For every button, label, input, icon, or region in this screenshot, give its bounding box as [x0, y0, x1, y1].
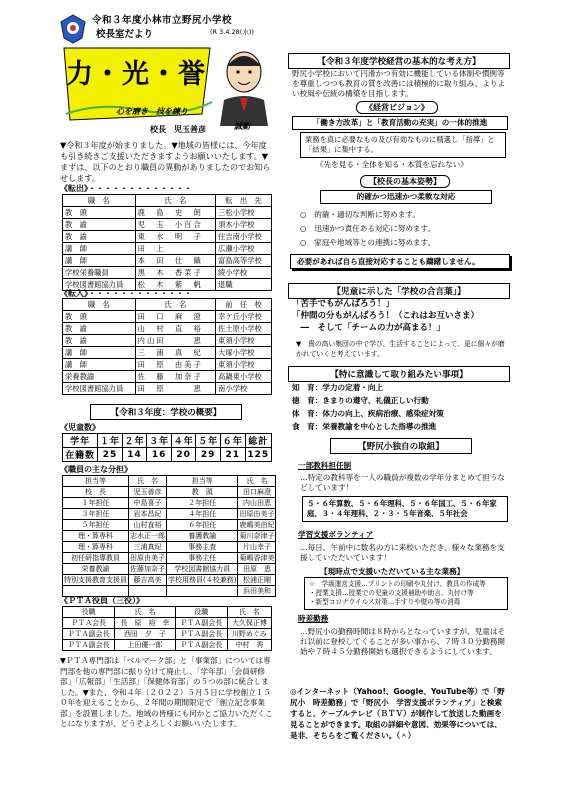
staff-role: 学校図書館協力員 — [63, 279, 136, 291]
member-role: 理・算専科 — [63, 531, 129, 542]
unique-title-1: 一部教科担任制 — [298, 461, 352, 470]
slogan-line: 「仲間の分もがんばろう！（これはお互いさま） — [292, 311, 480, 321]
policy-heading: 【令和３年度学校経営の基本的な考え方】 — [288, 53, 510, 69]
table-row — [63, 219, 272, 231]
transfer-in-label: 《転入》・・・・・・・・・・・・・ — [60, 289, 192, 298]
member-name: 山村直裕 — [129, 520, 167, 531]
duties-label: 《職員の主な分担》 — [60, 465, 132, 474]
member-name: 松浦正剛 — [238, 575, 276, 586]
staff-name: 田 原 由美子 — [135, 359, 215, 371]
unique-box-2-item: ☆ 学級運営支援…プリントの印刷や丸付け、教具の作成等 — [309, 580, 486, 588]
staff-role: 学校栄養職員 — [63, 267, 136, 279]
focus-item: 徳 育：きまりの遵守、礼儀正しい行動 — [292, 396, 429, 405]
unique-box-1: ５・６年算数、５・６年理科、５・６年国工、５・６年家庭、３・４年理科、２・３・５年音楽、５年社会 — [302, 496, 508, 522]
staff-name: 内山田 恵 — [135, 335, 215, 347]
staff-name: 三 浦 真 紀 — [135, 347, 215, 359]
grade-header: ６年 — [220, 434, 245, 448]
issue-date: (R 3.4.28(水)) — [210, 28, 254, 36]
table-row — [63, 231, 272, 243]
table-header-row — [63, 607, 272, 618]
staff-school: 佐土原小学校 — [216, 323, 272, 335]
staff-school: 綾小学校 — [216, 267, 272, 279]
grade-header: ３年 — [147, 434, 172, 448]
vision-title: 《経営ビジョン》 — [356, 101, 438, 114]
staff-name: 本 田 仕 織 — [135, 255, 215, 267]
member-name: 内山田恵 — [238, 498, 276, 509]
member-role: １年担任 — [63, 498, 129, 509]
slogan-line: ― そして「チームの力が高まる！」 — [292, 323, 446, 333]
staff-school: 住吉南小学校 — [216, 231, 272, 243]
staff-school: 須木小学校 — [216, 219, 272, 231]
staff-name: 田 原 恵 — [135, 383, 215, 395]
member-role: 教 頭 — [167, 487, 238, 498]
count-row — [63, 448, 272, 462]
staff-school: 高鍋東小学校 — [216, 371, 272, 383]
member-name: 児玉善彦 — [129, 487, 167, 498]
unique-heading: 【野尻小独自の取組】 — [330, 438, 472, 454]
grade-header: １年 — [98, 434, 123, 448]
table-row — [63, 335, 272, 347]
member-role — [167, 586, 238, 597]
unique-title-2: 学習支援ボランティア — [298, 530, 374, 539]
unique-note-2: 【現時点で支援いただいている主な業務】 — [320, 567, 465, 576]
table-row — [63, 255, 272, 267]
member-role: 事務主任 — [167, 553, 238, 564]
grade-row — [63, 434, 272, 448]
member-name: 田原由美子 — [239, 510, 275, 518]
student-count: 在籍数 — [63, 448, 98, 462]
slogan-heading: 【児童に示した「学校の合言葉」】 — [288, 283, 510, 299]
member-role: ＰＴＡ会長 — [63, 618, 115, 629]
principal-signature: 誠勤 — [234, 122, 250, 131]
table-header-row — [63, 476, 276, 487]
staff-name: 黒 木 香菜子 — [135, 267, 215, 279]
focus-heading: 【特に意識して取り組みたい事項】 — [288, 366, 510, 382]
staff-school: 退職 — [216, 279, 272, 291]
vision-box: 業務を真に必要なもの及び有効なものに精選し「指導」と「結果」に集中する。 — [300, 132, 506, 158]
duties-table — [62, 475, 276, 597]
member-role: 事務主査 — [167, 542, 238, 553]
staff-name: 東 水 明 子 — [135, 231, 215, 243]
vision-motto: 《先を見る・全体を知る・本質を忘れない》 — [316, 160, 468, 169]
staff-role: 栄養教諭 — [63, 371, 136, 383]
member-name: 片山幸子 — [238, 542, 276, 553]
table-row — [63, 243, 272, 255]
column-header: 担当等 — [63, 476, 129, 487]
column-header: 担当等 — [167, 476, 238, 487]
table-row — [63, 383, 272, 395]
student-count-table — [62, 433, 272, 462]
member-role: 初任研指導教員 — [63, 553, 129, 564]
member-role: 学校図書館協力員 — [167, 564, 238, 575]
column-header: 氏 名 — [238, 476, 276, 487]
stance-title: 【校長の基本姿勢】 — [360, 175, 450, 188]
staff-role: 教 頭 — [63, 311, 136, 323]
slogan-line: 「苦手でもがんばろう！」 — [292, 299, 395, 309]
table-row — [63, 564, 276, 575]
newsletter-subtitle: 校長室だより — [96, 29, 154, 40]
school-motto: 力・光・誉 — [66, 59, 206, 90]
column-header: 転 出 先 — [216, 195, 272, 207]
staff-school: 富島高等学校 — [216, 255, 272, 267]
member-name: 三浦真紀 — [129, 542, 167, 553]
table-row — [63, 531, 276, 542]
student-count: 20 — [171, 448, 196, 462]
member-role: 理・算専科 — [63, 542, 129, 553]
staff-name: 佐 藤 加奈子 — [135, 371, 215, 383]
transfer-in-table — [62, 298, 272, 395]
member-name: 菊川奈津子 — [239, 532, 275, 540]
staff-role: 教 諭 — [63, 335, 136, 347]
member-name: 岩本昌紀 — [129, 509, 167, 520]
table-header-row — [63, 195, 272, 207]
member-name: 鹿嶋美由紀 — [239, 521, 275, 529]
stance-item: ○ 迅速かつ責任ある対応に努めます。 — [300, 224, 436, 233]
principal-name: 校長 児玉善彦 — [150, 125, 206, 134]
staff-school: 東須小学校 — [216, 335, 272, 347]
transfer-out-label: 《転出》・・・・・・・・・・・・・ — [60, 184, 192, 193]
stance-item: ○ 家庭や地域等との連携に努めます。 — [300, 238, 436, 247]
student-count: 25 — [98, 448, 123, 462]
column-header: 氏 名 — [135, 195, 215, 207]
column-header: 氏 名 — [129, 476, 167, 487]
policy-text: 野尻小学校において円滑かつ有効に機能している体制や慣例等を尊重しつつも教育の質を改善には積極的に取り組み、よりよい校風や伝統の構築を目指します。 — [292, 69, 506, 98]
grade-header: ４年 — [171, 434, 196, 448]
pta-note: ▼ＰＴＡ専門部は「ベルマーク部」と「事業部」については専門部を他の専門部に振り分けて廃止し、「学年部」「会員研修部」「広報部」「生活部」「保健体育部」の５つの部に統合しました。▼また、令和４年（２０２２）５月５日に学校創立１５０年を迎えることから、２年間の期間限定で「創立記念事業部」を設置しました。地域の皆様にも何かとご協力いただくことになりますが、どうぞよろしくお願いいたします。 — [60, 656, 273, 728]
member-role: 養護教諭 — [167, 531, 238, 542]
focus-item: 食 育：栄養教諭を中心とした指導の推進 — [292, 422, 437, 431]
school-emblem-icon — [60, 14, 86, 44]
member-name: 西田 夕 子 — [115, 629, 175, 640]
staff-role: 講 師 — [63, 347, 136, 359]
table-row — [63, 575, 276, 586]
table-row — [63, 311, 272, 323]
student-count: 125 — [245, 448, 272, 462]
staff-school: 広瀬小学校 — [216, 243, 272, 255]
table-row — [63, 371, 272, 383]
table-row — [63, 347, 272, 359]
member-role: ６年担任 — [167, 520, 238, 531]
member-role: ＰＴＡ副会長 — [175, 640, 227, 651]
grade-header: ２年 — [122, 434, 147, 448]
staff-role: 教 諭 — [63, 231, 136, 243]
grade-header: 総計 — [245, 434, 272, 448]
column-header: 氏 名 — [227, 607, 271, 618]
staff-role: 教 諭 — [63, 219, 136, 231]
table-header-row — [63, 299, 272, 311]
stance-item: ○ 的確・適切な判断に努めます。 — [300, 210, 420, 219]
member-role: 特別支援教育支援員 — [64, 576, 127, 584]
staff-school: 東須小学校 — [216, 359, 272, 371]
table-row — [63, 498, 276, 509]
staff-role: 講 師 — [63, 255, 136, 267]
staff-name: 児 玉 小百合 — [135, 219, 215, 231]
pta-table — [62, 606, 272, 651]
vision-line: 「働き方改革」と「教育活動の充実」の一体的推進 — [292, 116, 508, 130]
staff-school: 南小学校 — [216, 383, 272, 395]
overview-heading: 【令和３年度：学校の概要】 — [90, 404, 242, 420]
table-row — [63, 618, 272, 629]
member-role: 栄養教諭 — [63, 564, 129, 575]
focus-item: 知 育：学力の定着・向上 — [292, 383, 384, 392]
member-role: ＰＴＡ副会長 — [63, 629, 115, 640]
pta-label: 《ＰＴＡ役員（三役）》 — [60, 596, 144, 605]
staff-school: 幸ケ丘小学校 — [216, 311, 272, 323]
column-header: 前 任 校 — [216, 299, 272, 311]
member-role: ２年担任 — [167, 498, 238, 509]
member-role: ４年担任 — [167, 509, 238, 520]
staff-role: 学校図書館協力員 — [63, 383, 136, 395]
table-row — [63, 509, 276, 520]
member-name: 田口麻澄 — [238, 487, 276, 498]
member-role: ＰＴＡ副会長 — [175, 618, 227, 629]
member-name: 浜田美和 — [238, 586, 276, 597]
stance-line: 的確かつ迅速かつ柔軟な対応 — [320, 190, 492, 204]
student-count: 16 — [147, 448, 172, 462]
transfer-out-table — [62, 194, 272, 291]
column-header: 役職 — [63, 607, 115, 618]
newsletter-title: 令和３年度小林市立野尻小学校 — [92, 15, 233, 26]
table-row — [63, 553, 276, 564]
member-name: 田原 恵 — [238, 564, 276, 575]
column-header: 職 名 — [63, 195, 136, 207]
student-count: 29 — [196, 448, 221, 462]
table-row — [63, 542, 276, 553]
member-name: 志水正一郎 — [130, 532, 165, 540]
table-row — [63, 359, 272, 371]
member-role: ３年担任 — [63, 509, 129, 520]
table-row — [63, 323, 272, 335]
staff-school: 三松小学校 — [216, 207, 272, 219]
member-role: ＰＴＡ副会長 — [175, 629, 227, 640]
column-header: 職 名 — [63, 299, 136, 311]
staff-role: 教 頭 — [63, 207, 136, 219]
unique-box-2-item: ・新型コロナウイルス対策…手すりや壁の等の消毒 — [309, 598, 461, 606]
staff-name: 田 上 — [135, 243, 215, 255]
staff-role: 講 師 — [63, 243, 136, 255]
member-name: 川野めぐみ — [227, 629, 271, 640]
slogan-note: ▼ 貴の高い集団の中で学び、生活することによって、更に個々が磨かれていくと考えています。 — [296, 340, 505, 358]
column-header: 役職 — [175, 607, 227, 618]
grade-header: 学年 — [63, 434, 98, 448]
staff-name: 田 口 麻 澄 — [135, 311, 215, 323]
student-count: 14 — [122, 448, 147, 462]
unique-title-3: 時差勤務 — [298, 614, 329, 623]
students-label: 《児童数》 — [60, 423, 100, 432]
member-name: 中村 秀 — [227, 640, 271, 651]
unique-text-1: …特定の教科等を一人の職員が複数の学年分まとめて担うなどしています！ — [300, 473, 506, 492]
footer-text: ◎インターネット（Yahoo!、Google、YouTube等）で「野尻小 時差勤務」で「野尻小 学習支援ボランティア」と検索すると、ケーブルテレビ（ＢＴＶ）が制作して放送した動画を見ることができます。取組の詳細や意図、効果等については、是非、そちらをご覧ください。（＾） — [290, 687, 505, 740]
staff-role: 講 師 — [63, 359, 136, 371]
member-role: ＰＴＡ副会長 — [63, 640, 115, 651]
table-row — [63, 629, 272, 640]
table-row — [63, 207, 272, 219]
table-row — [63, 267, 272, 279]
staff-role: 教 諭 — [63, 323, 136, 335]
focus-item: 体 育：体力の向上、疾病治療、感染症対策 — [292, 409, 444, 418]
staff-name: 松 木 紫 帆 — [135, 279, 215, 291]
table-row — [63, 520, 276, 531]
column-header: 氏 名 — [115, 607, 175, 618]
member-name: 田原由美子 — [130, 554, 165, 562]
unique-box-2 — [304, 577, 508, 610]
member-name: 上田優一郎 — [115, 640, 175, 651]
table-row — [63, 487, 276, 498]
staff-name: 鹿 島 史 朗 — [135, 207, 215, 219]
student-count: 21 — [220, 448, 245, 462]
motto-subtitle: 心を磨き 技を練り — [116, 107, 188, 116]
member-name: 藤吉高美 — [129, 575, 167, 586]
member-name: 長 原 裕 幸 — [115, 618, 175, 629]
unique-text-3: …野尻小の勤務時間は８時からとなっていますが、児童はそれ以前に登校してくることが多い事から、７時３０分勤務開始や７時４５分勤務開始も選択できるようにしています。 — [300, 627, 506, 656]
unique-box-2-item: ・授業支援…授業での児童の支援補助や助言、丸付け等 — [309, 589, 474, 597]
member-name: 大久保正博 — [227, 618, 271, 629]
grade-header: ５年 — [196, 434, 221, 448]
staff-school: 大塚小学校 — [216, 347, 272, 359]
principal-caricature — [214, 42, 274, 126]
member-role: 学校用務員(４校兼務) — [168, 576, 237, 584]
column-header: 氏 名 — [135, 299, 215, 311]
member-name: 中島喜子 — [129, 498, 167, 509]
member-name: 菊嶋香津美 — [239, 554, 275, 562]
member-name: 佐藤加奈子 — [130, 565, 165, 573]
member-role: ５年担任 — [63, 520, 129, 531]
unique-text-2: …毎日、午前中に数名の方に来校いただき、様々な業務を支援していただいています！ — [300, 543, 505, 562]
stance-box: 必要があれば自ら直接対応することも躊躇しません。 — [290, 254, 510, 269]
member-role: 校 長 — [63, 487, 129, 498]
table-row — [63, 640, 272, 651]
staff-name: 山 村 直 裕 — [135, 323, 215, 335]
intro-paragraph: ▼令和３年度が始まりました。▼地域の皆様には、今年度も引き続きご支援いただきますようお願いいたします。▼まずは、以下のとおり職員の異動がありましたのでお知らせします。 — [60, 140, 271, 183]
